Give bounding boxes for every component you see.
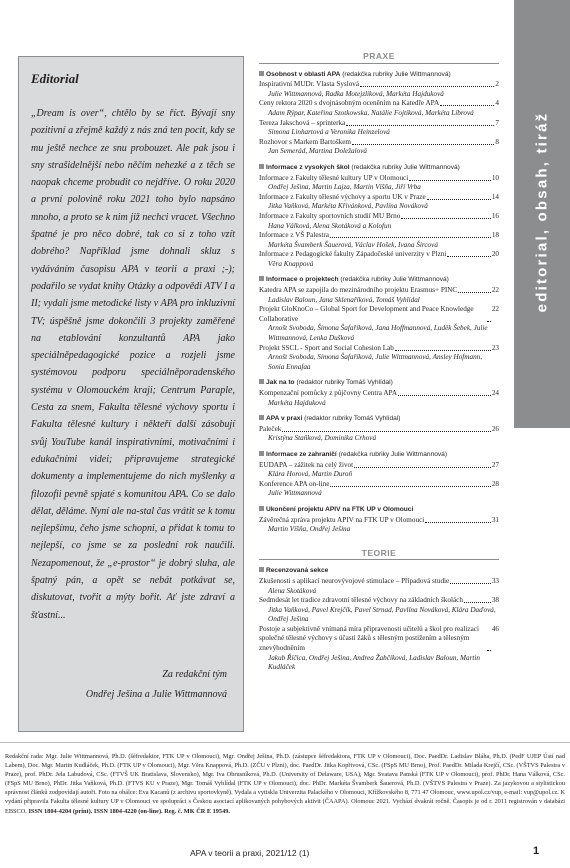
toc-entry-authors: Ondřej Ješina, Martin Lajza, Martin Víšňa, Jiří Vrba: [268, 183, 421, 192]
toc-entry: [259, 250, 499, 269]
dot-leader: [450, 577, 491, 584]
toc-entry-page: 18: [491, 231, 499, 240]
editorial-title: Editorial: [31, 71, 79, 86]
toc-entry-page: 4: [495, 99, 499, 108]
square-bullet-icon: [259, 71, 264, 76]
toc-entry-title: Konference APA on-line: [259, 479, 330, 488]
dot-leader: [401, 212, 490, 219]
category-heading: [259, 164, 499, 173]
dot-leader: [458, 286, 491, 293]
dot-leader: [395, 344, 491, 351]
toc-entry: [259, 389, 499, 408]
toc-entry-title-line: [259, 80, 499, 90]
dot-leader: [330, 480, 490, 487]
dot-leader: [464, 596, 491, 603]
category-name: APA v praxi: [266, 415, 303, 423]
toc-entry-authors: Jan Semerád, Martina Doležalová: [268, 147, 368, 156]
toc-entry-title-line: [259, 461, 499, 471]
toc-entry-authors: Arnošt Svoboda, Simona Šafaříková, Julie Wittmannová, Ansley Hofmann, Sonia Ennafaa: [268, 353, 483, 371]
toc-entry-page: 20: [491, 250, 499, 259]
category-heading: [259, 379, 499, 388]
category-name: Recenzovaná sekce: [266, 567, 329, 575]
toc-entry-page: 14: [491, 192, 499, 201]
toc-entry-page: 24: [491, 389, 499, 397]
editorial-box: [18, 56, 244, 732]
category-name: Jak na to: [266, 379, 295, 387]
toc-entry-title-line: [259, 425, 499, 435]
toc-entry: [259, 344, 499, 373]
imprint-text: Redakční rada: Mgr. Julie Wittmannová, Ph.D. (šéfredaktor, FTK UP v Olomouci), Mgr. Ondřej Ješina, Ph.D. (zástupce šéfredaktora, FTK UP v Olomouci), Doc. PaedDr. Ladislav Bláha, Ph.D. (PedF UJEP Ústí nad Labem), Doc. Mgr. Martin Kudláček, Ph.D. (FTK UP v Olomouci), Mgr. Věra Knappová, Ph.D. (ZČU v Plzni), doc. PaedDr. Jitka Kopřivová, CSc. (FSpS MU Brno), Prof. PaedDr. Milada Krejčí, CSc. (VŠTVS Palestra v Praze), prof. PhDr. Jela Labudová, CSc. (FTVŠ UK Bratislava, Slovensko), Mgr. Iva Obrusníková, Ph.D. (University of Delaware, USA), Mgr. Svatava Panská (FTK UP v Olomouci), prof. PhDr. Hana Válková, CSc. (FSpS MU Brno), PhDr. Jitka Vaňková, Ph.D. (FTVS KU v Praze), Mgr. Tomáš Vyhlídal (FTK UP v Olomouci), doc. PhDr. Markéta Švamberk Šauerová, Ph.D. (VŠTVS Palestra v Praze). Za jazykovou a stylistickou správnost článků zodpovídají autoři. Foto na obálce: Eva Kacanů (z archivu sportovkyně). Vydala a vytiskla Univerzita Palackého v Olomouci, Křížkovského 8, 771 47 Olomouc, www.upol.cz/vup, e-mail: vup@upol.cz. K vydání připravila Fakulta tělesné kultury UP v Olomouci ve spolupráci s Českou asociací aplikovaných pohybových aktivit (ČAAPA). Olomouc 2021. Vychází dvakrát ročně. Časopis je od r. 2011 registrován v databázi EBSCO.: [5, 753, 565, 815]
dot-leader: [398, 389, 491, 396]
toc-entry-title: EUDAPA – zážitek na celý život: [259, 460, 354, 469]
toc-entry-title-line: [259, 625, 499, 654]
dot-leader: [440, 99, 494, 106]
square-bullet-icon: [259, 506, 264, 511]
toc-entry-title-line: [259, 99, 499, 109]
toc-entry-title: Informace z Pedagogické fakulty Západočeské univerzity v Plzni: [259, 250, 447, 259]
editorial-signature-line1: Za redakční tým: [162, 669, 227, 680]
toc-entry-page: 16: [491, 211, 499, 220]
toc-entry-authors: Jitka Vaňková, Markéta Křivánková, Pavlína Nováková: [268, 202, 428, 211]
side-tab-label: editorial, obsah, tiráž: [533, 111, 551, 313]
toc-entry-title: Závěrečná zpráva projektu APIV na FTK UP v Olomouci: [259, 515, 425, 524]
category-heading: [259, 276, 499, 285]
toc-entry: [259, 577, 499, 596]
toc-entry: [259, 138, 499, 157]
toc-entry-authors: Klára Horová, Martin Duroň: [268, 470, 353, 479]
toc-entry-title-line: [259, 577, 499, 587]
toc-entry-title-line: [259, 174, 499, 184]
toc-entry: [259, 625, 499, 673]
category-name: Informace ze zahraničí: [266, 450, 337, 458]
teorie-list: [259, 567, 499, 673]
toc-entry-title: Zkušenosti s aplikací neurovývojové stimulace – Případová studie: [259, 576, 450, 585]
toc-entry: [259, 596, 499, 625]
toc-entry-authors: Julie Wittmannová, Radka Motejzlíková, Markéta Hajduková: [268, 89, 444, 98]
table-of-contents: [259, 52, 499, 673]
toc-entry-title: Paleček: [259, 424, 282, 433]
category-heading: [259, 415, 499, 424]
toc-entry-title: Tereza Jakschová – sprinterka: [259, 118, 346, 127]
dot-leader: [447, 250, 490, 257]
toc-entry: [259, 480, 499, 499]
toc-entry-authors: Arnošt Svoboda, Šimona Šafaříková, Jana Hoffmannová, Luděk Šebek, Julie Wittmannová, Lenka Dušková: [268, 324, 488, 343]
toc-entry-page: 2: [495, 80, 499, 89]
category-name: Ukončení projektu APIV na FTK UP v Olomouci: [266, 505, 414, 513]
toc-entry-authors: Kristýna Staňková, Dominika Crhová: [268, 434, 377, 443]
category-heading: [259, 451, 499, 460]
toc-entry-authors: Markéta Švamberk Šauerová, Václav Hošek, Ivana Šircová: [268, 240, 438, 249]
toc-entry: [259, 305, 499, 343]
category-name: Informace o projektech: [266, 276, 339, 284]
toc-entry-title: Informace z Fakulty tělesné výchovy a sportu UK v Praze: [259, 192, 426, 201]
square-bullet-icon: [259, 276, 264, 281]
toc-entry-title: Ceny rektora 2020 s dvojnásobným oceněním na Katedře APA: [259, 99, 440, 108]
square-bullet-icon: [259, 451, 264, 456]
category-editor-note: (redaktor rubriky Tomáš Vyhlídal): [296, 379, 393, 387]
toc-entry-title-line: [259, 286, 499, 296]
dot-leader: [409, 174, 491, 181]
square-bullet-icon: [259, 415, 264, 420]
toc-entry-authors: Julie Wittmannová: [268, 489, 322, 498]
toc-entry: [259, 174, 499, 193]
dot-leader: [352, 138, 494, 145]
toc-entry-authors: Alena Skotáková: [268, 586, 317, 595]
toc-entry: [259, 99, 499, 118]
toc-entry-page: 23: [491, 343, 499, 352]
toc-entry: [259, 193, 499, 212]
toc-entry-page: 38: [491, 596, 499, 605]
toc-entry: [259, 286, 499, 305]
toc-entry: [259, 231, 499, 250]
toc-entry-title-line: [259, 212, 499, 222]
toc-entry-title-line: [259, 250, 499, 260]
category-editor-note: (redaktor rubriky Tomáš Vyhlídal): [304, 415, 401, 423]
toc-entry-title-line: [259, 305, 499, 324]
toc-entry-title: Projekt GloKnoCo – Global Sport for Development and Peace Knowledge Collaborative: [259, 305, 474, 323]
dot-leader: [360, 80, 494, 87]
dot-leader: [330, 231, 491, 238]
toc-entry-title: Informace z Fakulty sportovních studií MU Brno: [259, 211, 401, 220]
category-heading: [259, 506, 499, 515]
praxe-list: [259, 71, 499, 535]
square-bullet-icon: [259, 164, 264, 169]
category-heading: [259, 567, 499, 576]
dot-leader: [487, 305, 491, 322]
category-heading: [259, 71, 499, 80]
toc-entry-page: 7: [495, 118, 499, 127]
dot-leader: [425, 516, 491, 523]
toc-entry-title-line: [259, 596, 499, 606]
section-heading-praxe: PRAXE: [259, 52, 499, 64]
toc-entry: [259, 80, 499, 99]
toc-entry-authors: Markéta Hajduková: [268, 398, 326, 407]
toc-entry-page: 28: [491, 479, 499, 488]
toc-entry-title: Inspirativní MUDr. Vlasta Syslová: [259, 80, 360, 89]
editorial-body: „Dream is over“, chtělo by se říct. Bývají sny pozitivní a zřejmě každý z nás zná ten pocit, kdy se mu ještě nechce ze snu probouzet. Ale pak jsou i sny strašidelnější nebo něčím nehezké a z těch se naopak chceme probudit co nejdříve. O roku 2020 a první polovině roku 2021 toho bylo napsáno mnoho, a proto se k nim již nechci vracet. Všechno špatné je pro něco dobré, tak co si z toho vzít dobrého? Například jsme dohnali skluz s vydáváním časopisu APA v teorii a praxi ;-); podařilo se vydat knihy Otázky a odpovědi ATV I a II; vydali jsme metodické listy v APA pro inkluzivní TV; úspěšně jsme dokončili 3 projekty zaměřené na etablování konzultantů APA jako speciálněpedagogické pozice a rozjeli jsme systémovou podporu speciálněporadenského systému v Olomouckém kraji; Centrum Paraple, Cesta za snem, Fakulta tělesné výchovy sportu i Fakulta tělesné kultury i někteří další zásobují svůj YouTube kanál inspirativními, motivačními i edukačními videi; připravujeme strategické dokumenty a implementujeme do nich myšlenky a filozofii pevně spjaté s komunitou APA. Co se dalo dělat, děláme. Nyní ale na-stal čas vrátit se k tomu nejlepšímu, čeho jsme schopni, a přidat k tomu to nejlepší, co jsme se za poslední rok naučili. Nezapomenout, že „e-prostor“ je dobrý sluha, ale špatný pán, a opět se nebát potkávat se, diskutovat, tvořit a mýty bořit. Ať jste zdraví a šťastní...: [31, 108, 235, 621]
toc-entry-title-line: [259, 516, 499, 526]
category-editor-note: (redakčka rubriky Julie Wittmannová): [338, 450, 448, 458]
toc-entry-page: 8: [495, 137, 499, 146]
toc-entry-page: 26: [491, 424, 499, 433]
category-editor-note: (redakčka rubriky Julie Wittmannová): [340, 276, 449, 284]
category-name: Osobnost v oblasti APA: [266, 70, 341, 78]
toc-entry: [259, 516, 499, 535]
dot-leader: [282, 425, 490, 432]
toc-entry-authors: Ladislav Baloun, Jana Sklenaříková, Tomáš Vyhlídal: [268, 295, 420, 304]
toc-entry-title: Katedra APA se zapojila do mezinárodního projektu Erasmus+ PINC: [259, 286, 458, 295]
toc-entry-title: Sedmdesát let tradice zdravotní tělesné výchovy na základních školách: [259, 596, 463, 605]
toc-entry: [259, 461, 499, 480]
page-number: 1: [533, 845, 540, 857]
square-bullet-icon: [259, 379, 264, 384]
dot-leader: [346, 119, 494, 126]
category-editor-note: (redakčka rubriky Julie Wittmannová): [351, 163, 460, 171]
toc-entry-authors: Hana Válková, Alena Skotáková a Kolofun: [268, 221, 392, 230]
toc-entry-authors: Martin Víšňa, Ondřej Ješina: [268, 525, 351, 534]
imprint: [5, 752, 565, 816]
toc-entry-authors: Simona Linhartová a Veronika Heinzelová: [268, 128, 390, 137]
toc-entry-title-line: [259, 193, 499, 203]
toc-entry-authors: Jakub Říčica, Ondřej Ješina, Andrea Žabčíková, Ladislav Baloun, Martin Kudláček: [268, 653, 480, 672]
toc-entry-title: Informace z VŠ Palestra: [259, 231, 329, 240]
toc-entry-title: Rozhovor s Markem Bartoškem: [259, 137, 352, 146]
editorial-signature-line2: Ondřej Ješina a Julie Wittmannová: [85, 689, 227, 700]
toc-entry-title: Informace z Fakulty tělesné kultury UP v Olomouci: [259, 173, 409, 182]
toc-entry-page: 22: [491, 286, 499, 295]
toc-entry-authors: Jitka Vaňková, Pavel Krejčík, Pavel Strnad, Pavlína Nováková, Klára Daďová, Ondřej Ješina: [268, 605, 496, 624]
toc-entry: [259, 212, 499, 231]
category-editor-note: (redakčka rubriky Julie Wittmannová): [342, 70, 451, 78]
toc-entry: [259, 119, 499, 138]
toc-entry-title-line: [259, 231, 499, 241]
dot-leader: [427, 193, 491, 200]
imprint-issn: ISSN 1804-4204 (print). ISSN 1804-4220 (on-line). Reg. č. MK ČR E 19549.: [28, 807, 230, 815]
toc-entry-title: Kompenzační pomůcky z půjčovny Centra APA: [259, 389, 398, 397]
toc-entry-title-line: [259, 480, 499, 490]
toc-entry-title-line: [259, 119, 499, 129]
footer-divider: [0, 742, 570, 743]
toc-entry-page: 10: [491, 173, 499, 182]
toc-entry-page: 46: [491, 624, 499, 633]
dot-leader: [354, 461, 491, 468]
toc-entry-page: 31: [491, 515, 499, 524]
toc-entry-title: Postoje a subjektivně vnímaná míra připravenosti učitelů a škol pro realizaci společné tělesné výchovy s účastí žáků s tělesným postižením a tělesným znevýhodněním: [259, 624, 479, 653]
square-bullet-icon: [259, 567, 264, 572]
toc-entry-title-line: [259, 389, 499, 399]
toc-entry-page: 22: [491, 305, 499, 314]
category-name: Informace z vysokých škol: [266, 163, 350, 171]
toc-entry-title: Projekt SSCL - Sport and Social Cohesion Lab: [259, 343, 394, 352]
toc-entry-page: 33: [491, 576, 499, 585]
toc-entry: [259, 425, 499, 444]
toc-entry-title-line: [259, 138, 499, 148]
toc-entry-title-line: [259, 344, 499, 354]
toc-entry-authors: Adam Rýpar, Kateřina Szotkowska, Natálie Fojtíková, Markéta Líbrová: [268, 108, 474, 117]
dot-leader: [487, 625, 491, 651]
section-heading-teorie: TEORIE: [259, 549, 499, 561]
toc-entry-page: 27: [491, 460, 499, 469]
toc-entry-authors: Věra Knappová: [268, 259, 314, 268]
running-title: APA v teorii a praxi, 2021/12 (1): [190, 848, 310, 858]
